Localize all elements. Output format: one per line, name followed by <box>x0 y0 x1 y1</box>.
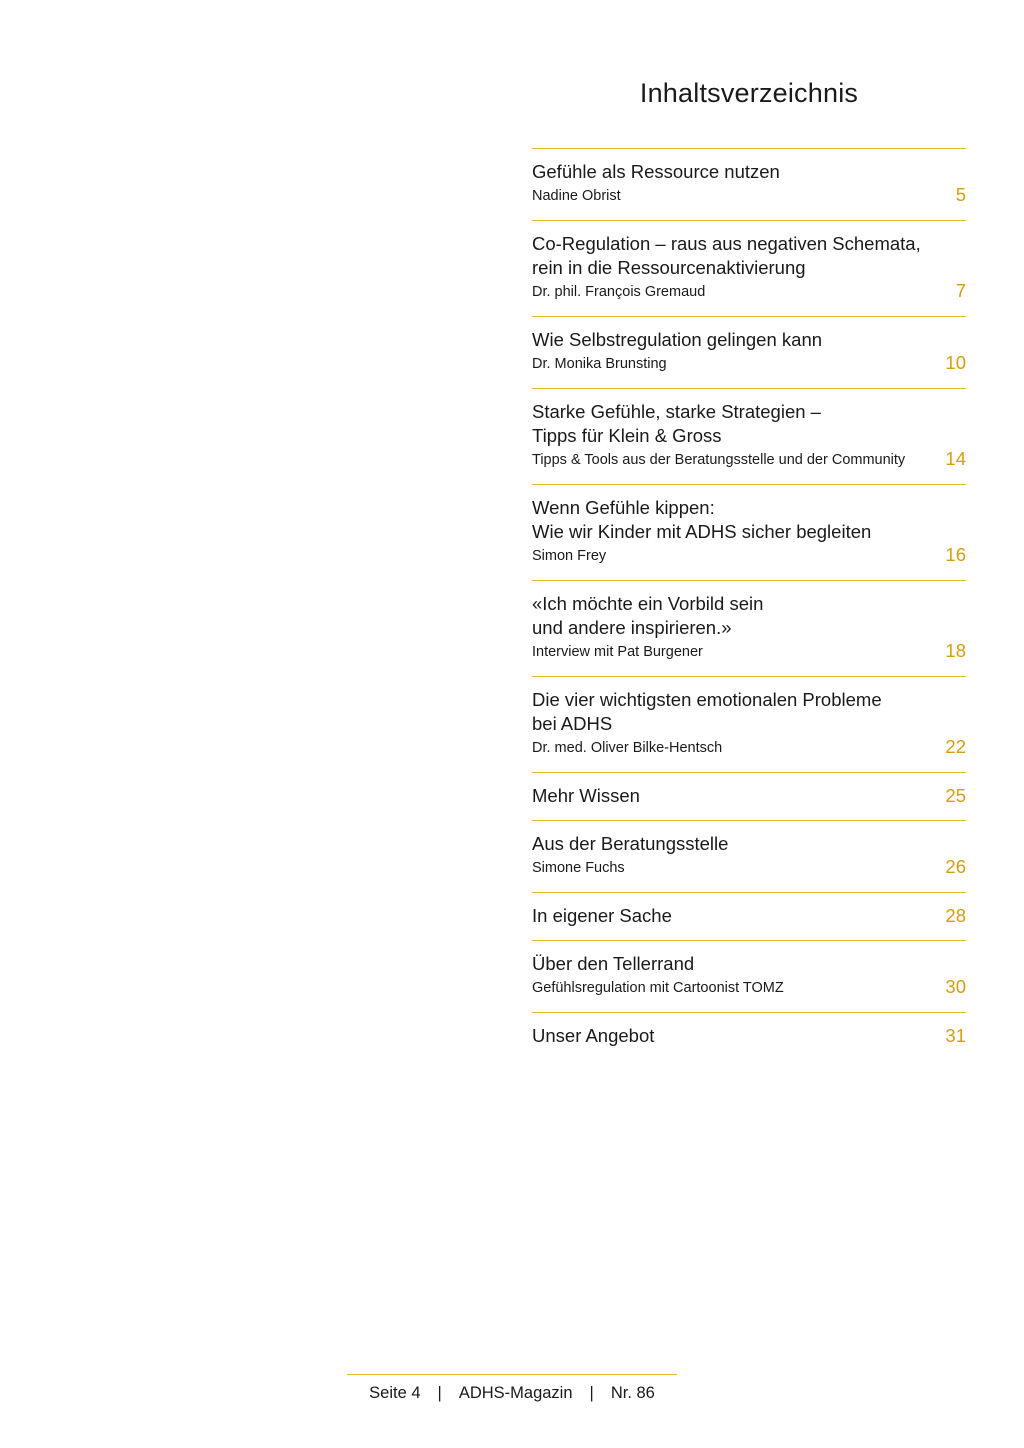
toc-entry-author: Interview mit Pat Burgener <box>532 644 703 660</box>
toc-entry-author: Nadine Obrist <box>532 188 621 204</box>
toc-entry[interactable] <box>532 220 966 316</box>
toc-entry-title: Gefühle als Ressource nutzen <box>532 161 780 182</box>
toc-entry[interactable] <box>532 940 966 1012</box>
footer-page-number: Seite 4 <box>369 1384 421 1402</box>
toc-entry-title: Wenn Gefühle kippen: Wie wir Kinder mit ADHS sicher begleiten <box>532 497 872 542</box>
toc-entry-author: Gefühlsregulation mit Cartoonist TOMZ <box>532 980 784 996</box>
toc-entry-title: «Ich möchte ein Vorbild sein und andere inspirieren.» <box>532 593 764 638</box>
toc-entry-page: 18 <box>945 640 966 661</box>
toc-entry[interactable] <box>532 772 966 820</box>
toc-entry-page: 30 <box>945 976 966 997</box>
toc-entry[interactable] <box>532 580 966 676</box>
toc-entry-author: Dr. Monika Brunsting <box>532 356 667 372</box>
toc-entry-title: Wie Selbstregulation gelingen kann <box>532 329 823 350</box>
toc-entry[interactable] <box>532 388 966 484</box>
toc-entry-author: Simone Fuchs <box>532 860 625 876</box>
toc-entry-page: 7 <box>955 280 966 301</box>
toc-entry-title: Starke Gefühle, starke Strategien – Tipps für Klein & Gross <box>532 401 821 446</box>
toc-entry-title: Über den Tellerrand <box>532 953 695 974</box>
toc-entry[interactable] <box>532 892 966 940</box>
footer-separator: | <box>437 1384 442 1402</box>
toc-entry-page: 28 <box>945 905 966 926</box>
toc-entry-author: Dr. phil. François Gremaud <box>532 284 706 300</box>
toc-entry[interactable] <box>532 484 966 580</box>
toc-entry-page: 14 <box>945 448 966 469</box>
toc-entry-page: 22 <box>945 736 966 757</box>
toc-entry-title: In eigener Sache <box>532 905 672 926</box>
toc-entry-page: 31 <box>945 1025 966 1046</box>
footer-separator: | <box>589 1384 594 1402</box>
toc-entry-title: Co-Regulation – raus aus negativen Schemata, rein in die Ressourcenaktivierung <box>532 233 921 278</box>
toc-entry-author: Dr. med. Oliver Bilke-Hentsch <box>532 740 723 756</box>
toc-entry-page: 26 <box>945 856 966 877</box>
toc-entry-title: Unser Angebot <box>532 1025 655 1046</box>
toc-entry[interactable] <box>532 316 966 388</box>
page-title: Inhaltsverzeichnis <box>639 78 859 108</box>
page-footer <box>347 1374 677 1403</box>
toc-entry[interactable] <box>532 820 966 892</box>
toc-entry-author: Simon Frey <box>532 548 607 564</box>
toc-entry-page: 16 <box>945 544 966 565</box>
toc-entry[interactable] <box>532 1012 966 1060</box>
toc-entry[interactable] <box>532 148 966 220</box>
toc-entry[interactable] <box>532 676 966 772</box>
toc-entry-page: 10 <box>945 352 966 373</box>
footer-magazine-name: ADHS-Magazin <box>458 1384 573 1402</box>
table-of-contents <box>532 148 966 1060</box>
toc-entry-title: Die vier wichtigsten emotionalen Probleme bei ADHS <box>532 689 882 734</box>
toc-entry-page: 25 <box>945 785 966 806</box>
toc-entry-page: 5 <box>955 184 966 205</box>
footer-issue-number: Nr. 86 <box>610 1384 655 1402</box>
toc-entry-author: Tipps & Tools aus der Beratungsstelle und der Community <box>532 452 906 468</box>
toc-entry-title: Mehr Wissen <box>532 785 640 806</box>
toc-entry-title: Aus der Beratungsstelle <box>532 833 729 854</box>
